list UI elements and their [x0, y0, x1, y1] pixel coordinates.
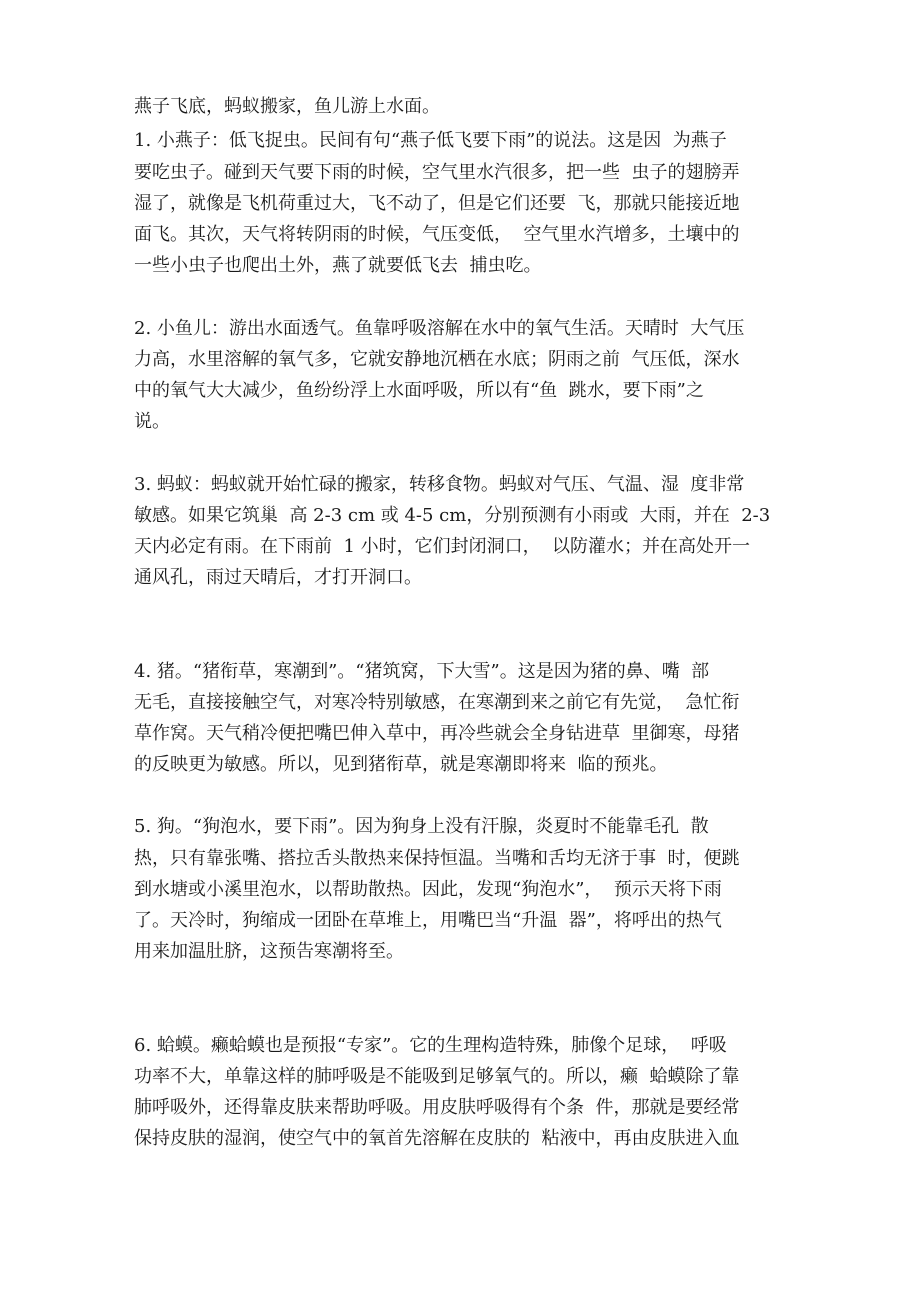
- dog-line-4: 了。天冷时，狗缩成一团卧在草堆上，用嘴巴当“升温 器”，将呼出的热气: [134, 910, 722, 931]
- toad-line-4: 保持皮肤的湿润，使空气中的氧首先溶解在皮肤的 粘液中，再由皮肤进入血: [134, 1128, 740, 1149]
- swallow-line-3: 湿了，就像是飞机荷重过大，飞不动了，但是它们还要 飞，那就只能接近地: [134, 193, 740, 214]
- dog-line-5: 用来加温肚脐，这预告寒潮将至。: [134, 941, 404, 962]
- pig-line-2: 无毛，直接接触空气，对寒冷特别敏感，在寒潮到来之前它有先觉， 急忙衔: [134, 692, 740, 713]
- toad-line-3: 肺呼吸外，还得靠皮肤来帮助呼吸。用皮肤呼吸得有个条 件，那就是要经常: [134, 1097, 740, 1118]
- ant-line-1: 3. 蚂蚁：蚂蚁就开始忙碌的搬家，转移食物。蚂蚁对气压、气温、湿 度非常: [134, 474, 745, 495]
- intro-line: 燕子飞底，蚂蚁搬家，鱼儿游上水面。: [134, 96, 440, 117]
- toad-line-2: 功率不大，单靠这样的肺呼吸是不能吸到足够氧气的。所以，癞 蛤蟆除了靠: [134, 1066, 740, 1087]
- ant-line-2: 敏感。如果它筑巢 高 2-3 cm 或 4-5 cm，分别预测有小雨或 大雨，并在 2-3: [134, 505, 771, 526]
- ant-line-3: 天内必定有雨。在下雨前 1 小时，它们封闭洞口， 以防灌水；并在高处开一: [134, 536, 751, 557]
- ant-line-4: 通风孔，雨过天晴后，才打开洞口。: [134, 567, 422, 588]
- dog-line-3: 到水塘或小溪里泡水，以帮助散热。因此，发现“狗泡水”， 预示天将下雨: [134, 879, 722, 900]
- pig-line-3: 草作窝。天气稍冷便把嘴巴伸入草中，再冷些就会全身钻进草 里御寒，母猪: [134, 723, 740, 744]
- fish-line-2: 力高，水里溶解的氧气多，它就安静地沉栖在水底；阴雨之前 气压低，深水: [134, 349, 740, 370]
- swallow-line-1: 1. 小燕子：低飞捉虫。民间有句“燕子低飞要下雨”的说法。这是因 为燕子: [134, 130, 727, 151]
- toad-line-1: 6. 蛤蟆。癞蛤蟆也是预报“专家”。它的生理构造特殊，肺像个足球， 呼吸: [134, 1035, 727, 1056]
- fish-line-4: 说。: [134, 411, 170, 432]
- dog-line-2: 热，只有靠张嘴、搭拉舌头散热来保持恒温。当嘴和舌均无济于事 时，便跳: [134, 848, 740, 869]
- pig-line-4: 的反映更为敏感。所以，见到猪衔草，就是寒潮即将来 临的预兆。: [134, 754, 668, 775]
- swallow-line-2: 要吃虫子。碰到天气要下雨的时候，空气里水汽很多，把一些 虫子的翅膀弄: [134, 162, 740, 183]
- fish-line-1: 2. 小鱼儿：游出水面透气。鱼靠呼吸溶解在水中的氧气生活。天晴时 大气压: [134, 318, 745, 339]
- swallow-line-4: 面飞。其次，天气将转阴雨的时候，气压变低， 空气里水汽增多，土壤中的: [134, 224, 740, 245]
- fish-line-3: 中的氧气大大减少，鱼纷纷浮上水面呼吸，所以有“鱼 跳水，要下雨”之: [134, 380, 704, 401]
- dog-line-1: 5. 狗。“狗泡水，要下雨”。因为狗身上没有汗腺，炎夏时不能靠毛孔 散: [134, 816, 709, 837]
- pig-line-1: 4. 猪。“猪衔草，寒潮到”。“猪筑窝，下大雪”。这是因为猪的鼻、嘴 部: [134, 661, 710, 682]
- swallow-line-5: 一些小虫子也爬出土外，燕了就要低飞去 捕虫吃。: [134, 255, 542, 276]
